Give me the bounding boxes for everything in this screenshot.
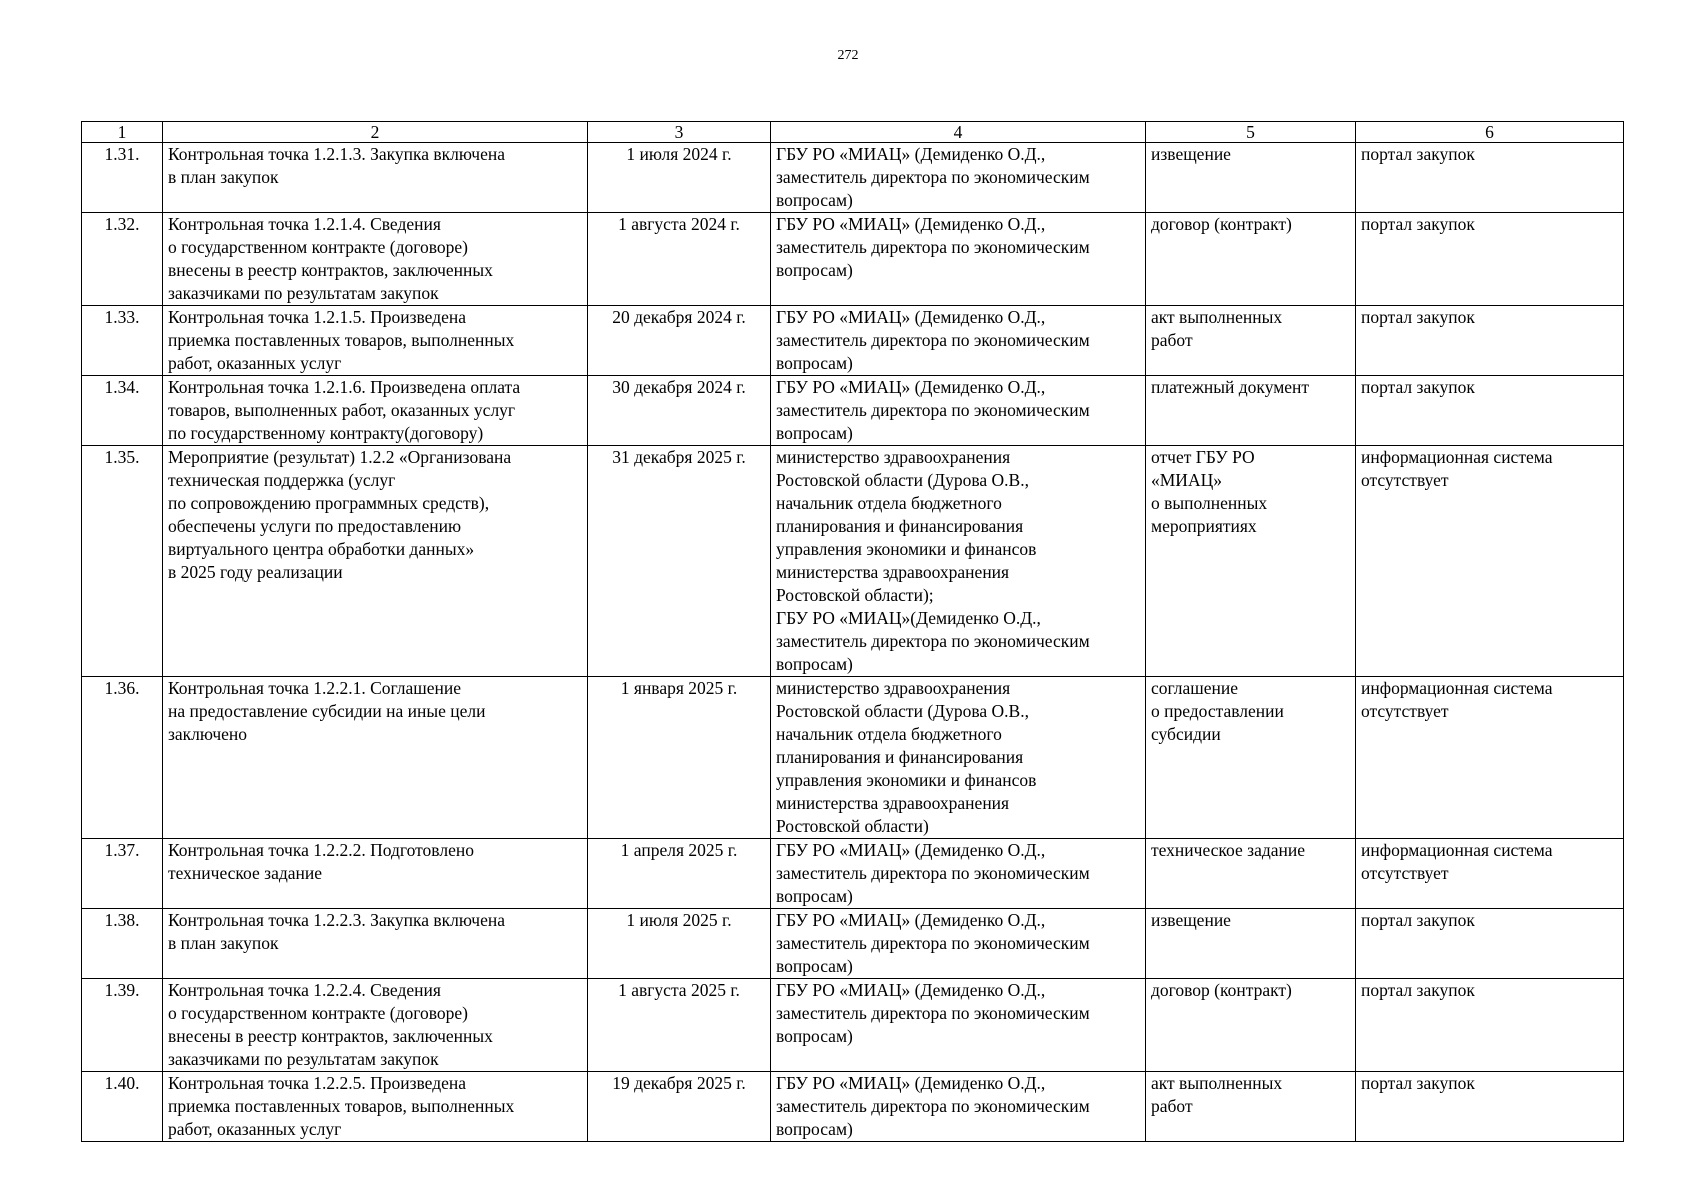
row-deadline: 1 января 2025 г. [588, 677, 771, 839]
row-responsible-line: вопросам) [776, 956, 853, 976]
row-description-line: товаров, выполненных работ, оказанных услуг [168, 400, 516, 420]
row-info-system-line: портал закупок [1361, 144, 1475, 164]
row-description-line: Контрольная точка 1.2.2.5. Произведена [168, 1073, 467, 1093]
row-description [163, 839, 588, 909]
row-description-line: Контрольная точка 1.2.1.5. Произведена [168, 307, 467, 327]
row-document-line: «МИАЦ» [1151, 470, 1222, 490]
row-info-system-line: отсутствует [1361, 470, 1449, 490]
row-document-line: акт выполненных [1151, 307, 1283, 327]
row-description-line: о государственном контракте (договоре) [168, 1003, 468, 1023]
row-document-line: о предоставлении [1151, 701, 1284, 721]
row-document [1146, 213, 1356, 306]
column-header-6: 6 [1356, 122, 1624, 143]
row-description [163, 213, 588, 306]
column-header-2: 2 [163, 122, 588, 143]
row-responsible-line: заместитель директора по экономическим [776, 1003, 1090, 1023]
row-responsible-line: Ростовской области (Дурова О.В., [776, 470, 1029, 490]
row-responsible-line: планирования и финансирования [776, 516, 1024, 536]
row-document-line: извещение [1151, 910, 1231, 930]
row-document-line: договор (контракт) [1151, 980, 1292, 1000]
row-description-line: работ, оказанных услуг [168, 353, 342, 373]
row-responsible-line: заместитель директора по экономическим [776, 167, 1090, 187]
row-number: 1.31. [82, 143, 163, 213]
row-info-system-line: портал закупок [1361, 214, 1475, 234]
row-info-system-line: отсутствует [1361, 701, 1449, 721]
row-document-line: акт выполненных [1151, 1073, 1283, 1093]
row-deadline: 31 декабря 2025 г. [588, 446, 771, 677]
row-deadline: 1 апреля 2025 г. [588, 839, 771, 909]
row-responsible-line: министерство здравоохранения [776, 447, 1011, 467]
row-responsible-line: ГБУ РО «МИАЦ» (Демиденко О.Д., [776, 214, 1046, 234]
row-deadline: 1 июля 2025 г. [588, 909, 771, 979]
row-description-line: заказчиками по результатам закупок [168, 1049, 439, 1069]
row-info-system [1356, 306, 1624, 376]
row-description-line: Контрольная точка 1.2.2.2. Подготовлено [168, 840, 474, 860]
row-document [1146, 143, 1356, 213]
row-document-line: отчет ГБУ РО [1151, 447, 1255, 467]
row-info-system [1356, 376, 1624, 446]
row-number: 1.37. [82, 839, 163, 909]
row-number: 1.36. [82, 677, 163, 839]
row-description-line: Контрольная точка 1.2.1.4. Сведения [168, 214, 441, 234]
row-info-system-line: портал закупок [1361, 980, 1475, 1000]
row-description-line: о государственном контракте (договоре) [168, 237, 468, 257]
row-info-system [1356, 213, 1624, 306]
row-responsible-line: заместитель директора по экономическим [776, 933, 1090, 953]
row-document [1146, 979, 1356, 1072]
row-responsible-line: ГБУ РО «МИАЦ» (Демиденко О.Д., [776, 910, 1046, 930]
row-info-system [1356, 677, 1624, 839]
row-description-line: Контрольная точка 1.2.1.3. Закупка включена [168, 144, 505, 164]
row-description-line: техническое задание [168, 863, 323, 883]
page-number: 272 [837, 48, 859, 63]
row-responsible [771, 143, 1146, 213]
table-row [82, 909, 1624, 979]
row-number: 1.34. [82, 376, 163, 446]
table-row [82, 979, 1624, 1072]
row-document-line: мероприятиях [1151, 516, 1257, 536]
row-description-line: Контрольная точка 1.2.2.4. Сведения [168, 980, 441, 1000]
row-responsible [771, 446, 1146, 677]
row-document [1146, 376, 1356, 446]
row-description-line: внесены в реестр контрактов, заключенных [168, 1026, 493, 1046]
row-responsible-line: заместитель директора по экономическим [776, 631, 1090, 651]
row-responsible-line: заместитель директора по экономическим [776, 863, 1090, 883]
row-document [1146, 839, 1356, 909]
row-description-line: в план закупок [168, 167, 279, 187]
table-row [82, 446, 1624, 677]
row-description-line: виртуального центра обработки данных» [168, 539, 475, 559]
table-row [82, 376, 1624, 446]
table-row [82, 306, 1624, 376]
row-description-line: техническая поддержка (услуг [168, 470, 396, 490]
row-responsible-line: министерства здравоохранения [776, 562, 1010, 582]
row-number: 1.33. [82, 306, 163, 376]
row-description-line: на предоставление субсидии на иные цели [168, 701, 486, 721]
row-responsible-line: министерства здравоохранения [776, 793, 1010, 813]
row-responsible-line: вопросам) [776, 886, 853, 906]
row-description-line: приемка поставленных товаров, выполненных [168, 1096, 515, 1116]
row-document-line: соглашение [1151, 678, 1239, 698]
row-info-system-line: информационная система [1361, 678, 1553, 698]
row-description [163, 677, 588, 839]
row-description-line: приемка поставленных товаров, выполненных [168, 330, 515, 350]
row-info-system [1356, 909, 1624, 979]
row-document-line: работ [1151, 330, 1193, 350]
row-deadline: 30 декабря 2024 г. [588, 376, 771, 446]
row-info-system [1356, 446, 1624, 677]
column-header-3: 3 [588, 122, 771, 143]
row-info-system-line: информационная система [1361, 447, 1553, 467]
row-responsible [771, 979, 1146, 1072]
row-responsible [771, 1072, 1146, 1142]
row-description-line: по государственному контракту(договору) [168, 423, 484, 443]
table-row [82, 213, 1624, 306]
row-info-system [1356, 979, 1624, 1072]
row-responsible-line: вопросам) [776, 654, 853, 674]
row-description-line: работ, оказанных услуг [168, 1119, 342, 1139]
row-responsible-line: ГБУ РО «МИАЦ» (Демиденко О.Д., [776, 307, 1046, 327]
row-responsible-line: вопросам) [776, 423, 853, 443]
row-number: 1.39. [82, 979, 163, 1072]
row-responsible [771, 909, 1146, 979]
row-responsible-line: заместитель директора по экономическим [776, 330, 1090, 350]
row-responsible-line: вопросам) [776, 190, 853, 210]
row-responsible [771, 839, 1146, 909]
row-deadline: 1 июля 2024 г. [588, 143, 771, 213]
row-description-line: в план закупок [168, 933, 279, 953]
row-description-line: заказчиками по результатам закупок [168, 283, 439, 303]
row-responsible-line: управления экономики и финансов [776, 539, 1037, 559]
row-document [1146, 677, 1356, 839]
row-info-system [1356, 1072, 1624, 1142]
table-row [82, 839, 1624, 909]
row-deadline: 1 августа 2024 г. [588, 213, 771, 306]
row-responsible-line: Ростовской области); [776, 585, 934, 605]
row-responsible-line: Ростовской области (Дурова О.В., [776, 701, 1029, 721]
row-description-line: Контрольная точка 1.2.2.1. Соглашение [168, 678, 462, 698]
row-responsible-line: вопросам) [776, 353, 853, 373]
row-responsible-line: Ростовской области) [776, 816, 929, 836]
row-responsible-line: вопросам) [776, 260, 853, 280]
row-responsible-line: заместитель директора по экономическим [776, 400, 1090, 420]
row-responsible-line: ГБУ РО «МИАЦ» (Демиденко О.Д., [776, 377, 1046, 397]
row-responsible-line: ГБУ РО «МИАЦ» (Демиденко О.Д., [776, 144, 1046, 164]
row-deadline: 19 декабря 2025 г. [588, 1072, 771, 1142]
row-description [163, 979, 588, 1072]
row-info-system-line: портал закупок [1361, 910, 1475, 930]
row-responsible-line: начальник отдела бюджетного [776, 493, 1002, 513]
row-description [163, 306, 588, 376]
row-deadline: 1 августа 2025 г. [588, 979, 771, 1072]
row-responsible [771, 677, 1146, 839]
row-responsible [771, 376, 1146, 446]
row-number: 1.35. [82, 446, 163, 677]
row-document-line: договор (контракт) [1151, 214, 1292, 234]
column-header-5: 5 [1146, 122, 1356, 143]
row-responsible-line: начальник отдела бюджетного [776, 724, 1002, 744]
row-description-line: по сопровождению программных средств), [168, 493, 490, 513]
row-document-line: о выполненных [1151, 493, 1268, 513]
column-header-4: 4 [771, 122, 1146, 143]
row-description-line: Контрольная точка 1.2.1.6. Произведена оплата [168, 377, 521, 397]
row-document-line: субсидии [1151, 724, 1221, 744]
row-document [1146, 909, 1356, 979]
row-document [1146, 306, 1356, 376]
row-number: 1.38. [82, 909, 163, 979]
row-document [1146, 446, 1356, 677]
row-responsible-line: заместитель директора по экономическим [776, 237, 1090, 257]
row-document-line: извещение [1151, 144, 1231, 164]
control-points-table [81, 121, 1624, 1142]
table-body [82, 143, 1624, 1142]
row-document-line: платежный документ [1151, 377, 1310, 397]
row-info-system-line: портал закупок [1361, 1073, 1475, 1093]
row-document [1146, 1072, 1356, 1142]
row-document-line: техническое задание [1151, 840, 1306, 860]
row-description-line: в 2025 году реализации [168, 562, 343, 582]
row-description-line: Мероприятие (результат) 1.2.2 «Организована [168, 447, 512, 467]
row-description-line: заключено [168, 724, 248, 744]
row-responsible-line: вопросам) [776, 1119, 853, 1139]
row-number: 1.32. [82, 213, 163, 306]
row-responsible-line: ГБУ РО «МИАЦ»(Демиденко О.Д., [776, 608, 1041, 628]
table-row [82, 677, 1624, 839]
row-info-system-line: информационная система [1361, 840, 1553, 860]
row-deadline: 20 декабря 2024 г. [588, 306, 771, 376]
row-info-system [1356, 839, 1624, 909]
row-description [163, 1072, 588, 1142]
row-responsible-line: планирования и финансирования [776, 747, 1024, 767]
row-description [163, 376, 588, 446]
table-header-row [82, 122, 1624, 143]
row-responsible-line: вопросам) [776, 1026, 853, 1046]
row-responsible [771, 306, 1146, 376]
row-responsible-line: ГБУ РО «МИАЦ» (Демиденко О.Д., [776, 1073, 1046, 1093]
row-document-line: работ [1151, 1096, 1193, 1116]
row-responsible-line: заместитель директора по экономическим [776, 1096, 1090, 1116]
row-description-line: обеспечены услуги по предоставлению [168, 516, 462, 536]
row-responsible-line: министерство здравоохранения [776, 678, 1011, 698]
row-description [163, 909, 588, 979]
row-responsible [771, 213, 1146, 306]
row-description [163, 446, 588, 677]
row-responsible-line: ГБУ РО «МИАЦ» (Демиденко О.Д., [776, 980, 1046, 1000]
row-description [163, 143, 588, 213]
row-info-system-line: портал закупок [1361, 377, 1475, 397]
table-row [82, 1072, 1624, 1142]
row-info-system [1356, 143, 1624, 213]
row-number: 1.40. [82, 1072, 163, 1142]
row-info-system-line: портал закупок [1361, 307, 1475, 327]
row-info-system-line: отсутствует [1361, 863, 1449, 883]
row-responsible-line: управления экономики и финансов [776, 770, 1037, 790]
row-responsible-line: ГБУ РО «МИАЦ» (Демиденко О.Д., [776, 840, 1046, 860]
table-row [82, 143, 1624, 213]
row-description-line: внесены в реестр контрактов, заключенных [168, 260, 493, 280]
row-description-line: Контрольная точка 1.2.2.3. Закупка включена [168, 910, 505, 930]
column-header-1: 1 [82, 122, 163, 143]
